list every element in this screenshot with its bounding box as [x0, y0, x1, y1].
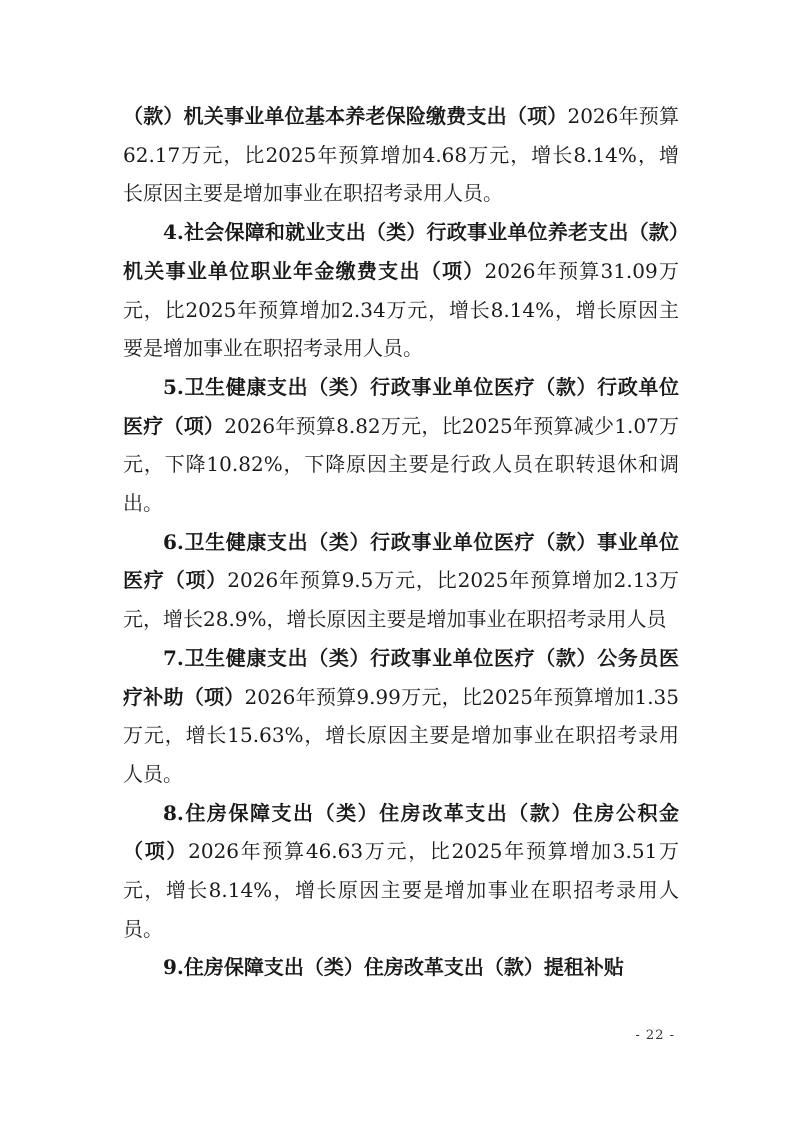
paragraph-heading: 7.卫生健康支出（类）行政事业单位医疗（款）公务员医疗补助（项） — [123, 645, 679, 709]
paragraph-rent-subsidy — [123, 948, 679, 987]
paragraph-body: 2026年预算31.09万元，比2025年预算增加2.34万元，增长8.14%，增长原因主要是增加事业在职招考录用人员。 — [123, 258, 679, 361]
paragraph-body: 2026年预算9.99万元，比2025年预算增加1.35万元，增长15.63%，增长原因主要是增加事业在职招考录用人员。 — [123, 684, 679, 786]
paragraph-body: 2026年预算46.63万元，比2025年预算增加3.51万元，增长8.14%，增长原因主要是增加事业在职招考录用人员。 — [123, 839, 679, 941]
paragraph-institution-medical — [123, 523, 679, 639]
paragraph-basic-pension — [123, 97, 679, 213]
paragraph-heading: 5.卫生健康支出（类）行政事业单位医疗（款）行政单位医疗（项） — [123, 374, 679, 438]
paragraph-heading: 9.住房保障支出（类）住房改革支出（款）提租补贴 — [163, 955, 624, 980]
paragraph-body: 2026年预算8.82万元，比2025年预算减少1.07万元，下降10.82%，下降原因主要是行政人员在职转退休和调出。 — [123, 413, 680, 516]
paragraph-housing-fund — [123, 794, 679, 949]
paragraph-body: 2026年预算62.17万元，比2025年预算增加4.68万元，增长8.14%，增长原因主要是增加事业在职招考录用人员。 — [123, 104, 679, 206]
paragraph-heading: 4.社会保障和就业支出（类）行政事业单位养老支出（款）机关事业单位职业年金缴费支出（项） — [123, 220, 679, 283]
paragraph-civil-servant-medical-subsidy — [123, 639, 679, 794]
body-text — [123, 97, 679, 987]
page-number: - 22 - — [635, 1028, 675, 1043]
paragraph-occupational-annuity — [123, 213, 679, 368]
paragraph-heading: （款）机关事业单位基本养老保险缴费支出（项） — [123, 104, 568, 128]
paragraph-admin-medical — [123, 368, 679, 523]
paragraph-body: 2026年预算9.5万元，比2025年预算增加2.13万元，增长28.9%，增长原因主要是增加事业在职招考录用人员 — [123, 568, 680, 632]
paragraph-heading: 8.住房保障支出（类）住房改革支出（款）住房公积金（项） — [123, 800, 679, 864]
paragraph-heading: 6.卫生健康支出（类）行政事业单位医疗（款）事业单位医疗（项） — [123, 529, 679, 593]
